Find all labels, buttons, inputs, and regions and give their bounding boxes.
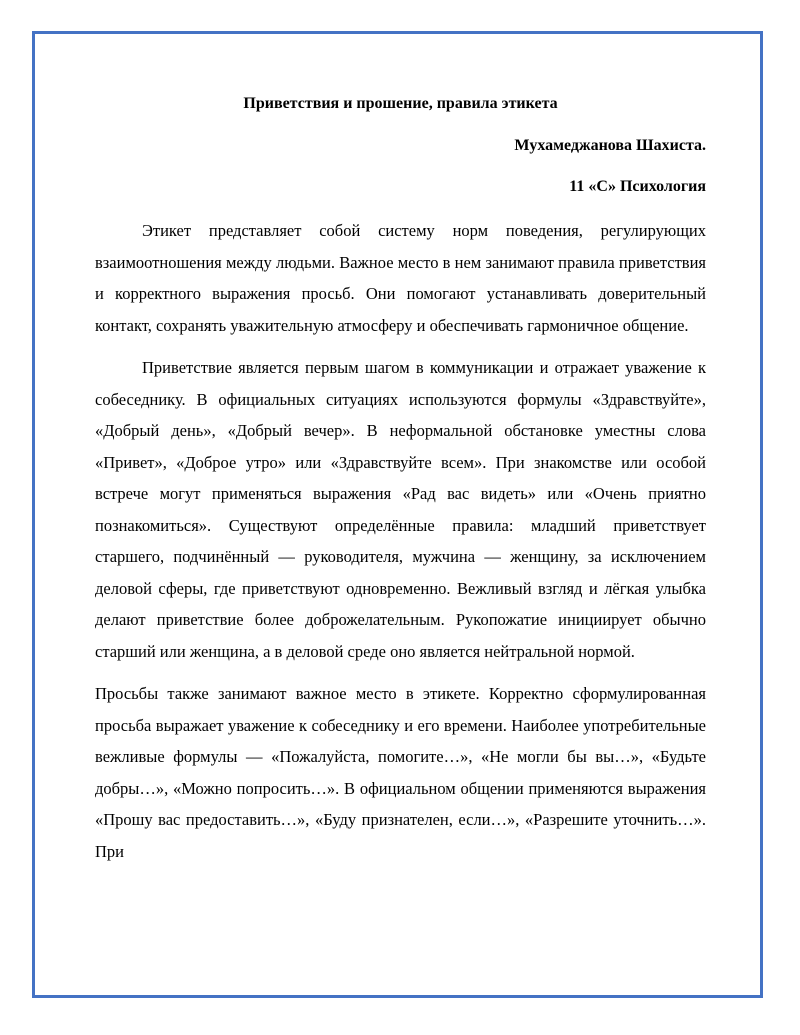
- paragraph-requests: Просьбы также занимают важное место в этикете. Корректно сформулированная просьба выражает уважение к собеседнику и его времени. Наиболее употребительные вежливые формулы — «Пожалуйста, помогите…», «Не могли бы вы…», «Будьте добры…», «Можно попросить…». В официальном общении применяются выражения «Прошу вас предоставить…», «Буду признателен, если…», «Разрешите уточнить…». При: [95, 684, 706, 861]
- document-title: Приветствия и прошение, правила этикета: [243, 95, 558, 112]
- document-body: [95, 94, 706, 867]
- paragraph-greetings: Приветствие является первым шагом в коммуникации и отражает уважение к собеседнику. В официальных ситуациях используются формулы «Здравствуйте», «Добрый день», «Добрый вечер». В неформальной обстановке уместны слова «Привет», «Доброе утро» или «Здравствуйте всем». При знакомстве или особой встрече могут применяться выражения «Рад вас видеть» или «Очень приятно познакомиться». Существуют определённые правила: младший приветствует старшего, подчинённый — руководителя, мужчина — женщину, за исключением деловой сферы, где приветствуют одновременно. Вежливый взгляд и лёгкая улыбка делают приветствие более доброжелательным. Рукопожатие инициирует обычно старший или женщина, а в деловой среде оно является нейтральной нормой.: [95, 358, 706, 661]
- author-name: Мухамеджанова Шахиста.: [514, 137, 706, 154]
- paragraph-intro: Этикет представляет собой систему норм поведения, регулирующих взаимоотношения между людьми. Важное место в нем занимают правила приветствия и корректного выражения просьб. Они помогают устанавливать доверительный контакт, сохранять уважительную атмосферу и обеспечивать гармоничное общение.: [95, 221, 706, 335]
- class-group: 11 «С» Психология: [569, 178, 706, 195]
